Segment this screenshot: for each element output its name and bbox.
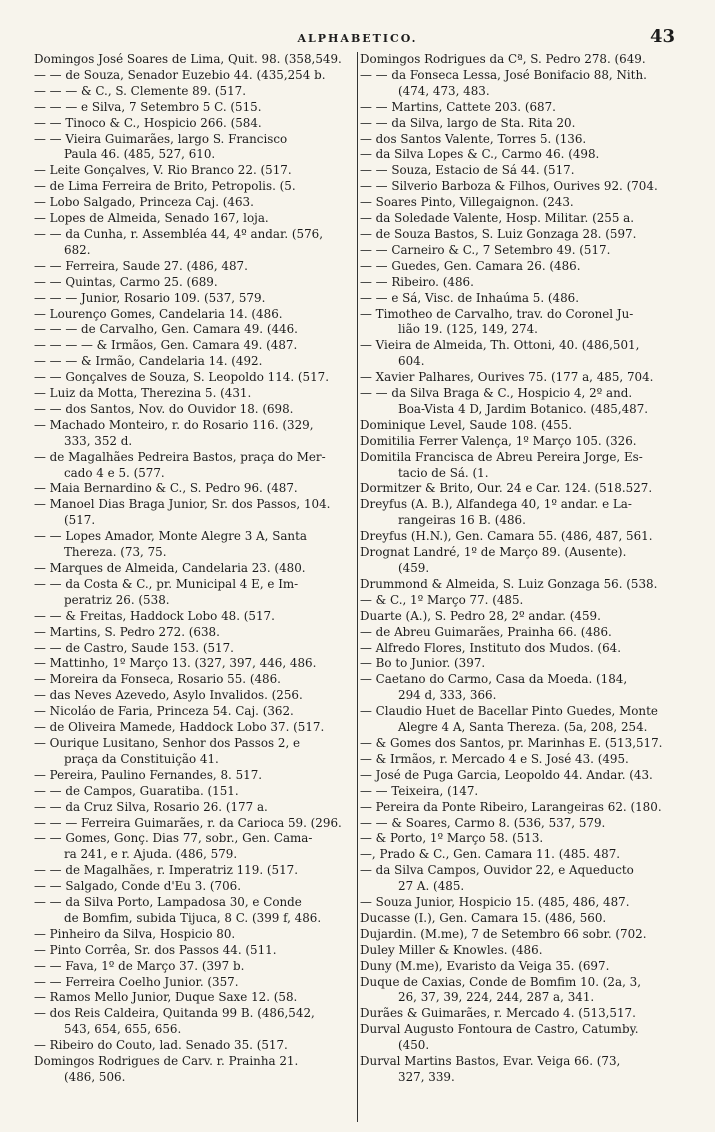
directory-entry-line: Dormitzer & Brito, Our. 24 e Car. 124. (518.527.: [360, 481, 653, 496]
entry-continuation-line: 26, 37, 39, 224, 244, 287 a, 341.: [398, 990, 595, 1005]
directory-entry-line: — Soares Pinto, Villegaignon. (243.: [360, 195, 574, 210]
directory-entry-line: Dreyfus (H.N.), Gen. Camara 55. (486, 487, 561.: [360, 529, 653, 544]
directory-entry-line: — — — e Silva, 7 Setembro 5 C. (515.: [34, 99, 262, 114]
directory-entry-line: — Nicoláo de Faria, Princeza 54. Caj. (362.: [34, 704, 294, 719]
directory-entry-line: — da Silva Lopes & C., Carmo 46. (498.: [360, 147, 600, 162]
directory-entry-line: — — Quintas, Carmo 25. (689.: [34, 274, 218, 289]
directory-entry-line: Domingos José Soares de Lima, Quit. 98. (358,549.: [34, 52, 342, 66]
directory-entry-line: — — Souza, Estacio de Sá 44. (517.: [360, 163, 575, 178]
page-header: [0, 26, 715, 50]
right-column: [360, 52, 700, 1122]
directory-entry-line: — José de Puga Garcia, Leopoldo 44. Andar. (43.: [360, 767, 653, 782]
directory-entry-line: — dos Santos Valente, Torres 5. (136.: [360, 131, 587, 146]
entry-continuation-line: 294 d, 333, 366.: [398, 688, 497, 703]
directory-entry-line: — Martins, S. Pedro 272. (638.: [34, 624, 220, 639]
directory-entry-line: — Pinto Corrêa, Sr. dos Passos 44. (511.: [34, 942, 277, 957]
entry-continuation-line: ra 241, e r. Ajuda. (486, 579.: [64, 847, 238, 862]
entry-continuation-line: (450.: [398, 1038, 430, 1053]
entry-continuation-line: peratriz 26. (538.: [64, 592, 170, 607]
directory-entry-line: — & Porto, 1º Março 58. (513.: [360, 831, 544, 846]
directory-entry-line: — — da Costa & C., pr. Municipal 4 E, e Im-: [34, 576, 299, 591]
entry-continuation-line: tacio de Sá. (1.: [398, 465, 489, 480]
entry-continuation-line: cado 4 e 5. (577.: [64, 465, 165, 480]
directory-entry-line: Ducasse (I.), Gen. Camara 15. (486, 560.: [360, 910, 607, 925]
entry-continuation-line: Alegre 4 A, Santa Thereza. (5a, 208, 254.: [398, 720, 648, 735]
directory-entry-line: Duny (M.me), Evaristo da Veiga 35. (697.: [360, 958, 610, 973]
directory-entry-line: — Ourique Lusitano, Senhor dos Passos 2, e: [34, 735, 301, 750]
entry-continuation-line: 682.: [64, 242, 91, 257]
left-column: [34, 52, 356, 1122]
directory-entry-line: — & C., 1º Março 77. (485.: [360, 592, 524, 607]
directory-entry-line: — — dos Santos, Nov. do Ouvidor 18. (698.: [34, 401, 294, 416]
directory-entry-line: — — Vieira Guimarães, largo S. Francisco: [34, 131, 288, 146]
entry-continuation-line: Thereza. (73, 75.: [64, 545, 167, 560]
directory-entry-line: — de Oliveira Mamede, Haddock Lobo 37. (517.: [34, 720, 325, 735]
directory-entry-line: — Pereira da Ponte Ribeiro, Larangeiras 62. (180.: [360, 799, 662, 814]
directory-entry-line: — Vieira de Almeida, Th. Ottoni, 40. (486,501,: [360, 338, 640, 353]
directory-entry-line: — — de Campos, Guaratiba. (151.: [34, 783, 239, 798]
directory-entry-line: — Alfredo Flores, Instituto dos Mudos. (64.: [360, 640, 621, 655]
directory-entry-line: — — — — & Irmãos, Gen. Camara 49. (487.: [34, 338, 298, 353]
directory-entry-line: — — Ferreira Coelho Junior. (357.: [34, 974, 239, 989]
directory-entry-line: — Pinheiro da Silva, Hospicio 80.: [34, 926, 236, 941]
directory-entry-line: — — da Fonseca Lessa, José Bonifacio 88, Nith.: [360, 67, 647, 82]
directory-entry-line: Domitilia Ferrer Valença, 1º Março 105. (326.: [360, 433, 637, 448]
page-number: 43: [649, 26, 675, 47]
directory-entry-line: Durval Martins Bastos, Evar. Veiga 66. (73,: [360, 1054, 621, 1069]
directory-entry-line: — — Teixeira, (147.: [360, 783, 479, 798]
directory-entry-line: — de Souza Bastos, S. Luiz Gonzaga 28. (597.: [360, 226, 637, 241]
directory-entry-line: — de Abreu Guimarães, Prainha 66. (486.: [360, 624, 612, 639]
directory-entry-line: — Ribeiro do Couto, lad. Senado 35. (517.: [34, 1038, 288, 1053]
directory-entry-line: — — da Cruz Silva, Rosario 26. (177 a.: [34, 799, 268, 814]
directory-entry-line: — Luiz da Motta, Therezina 5. (431.: [34, 386, 252, 401]
directory-entry-line: — — da Silva Porto, Lampadosa 30, e Conde: [34, 895, 302, 910]
directory-entry-line: Dujardin. (M.me), 7 de Setembro 66 sobr. (702.: [360, 926, 647, 941]
directory-entry-line: Duley Miller & Knowles. (486.: [360, 942, 543, 957]
directory-entry-line: — — da Cunha, r. Assembléa 44, 4º andar. (576,: [34, 226, 324, 241]
directory-entry-line: Durval Augusto Fontoura de Castro, Catumby.: [360, 1022, 639, 1037]
entry-continuation-line: Paula 46. (485, 527, 610.: [64, 147, 216, 162]
entry-continuation-line: (474, 473, 483.: [398, 83, 490, 98]
directory-entry-line: — Pereira, Paulino Fernandes, 8. 517.: [34, 767, 263, 782]
directory-entry-line: — — da Silva Braga & C., Hospicio 4, 2º and.: [360, 386, 633, 401]
directory-entry-line: — Mattinho, 1º Março 13. (327, 397, 446, 486.: [34, 656, 317, 671]
directory-entry-line: — Souza Junior, Hospicio 15. (485, 486, 487.: [360, 895, 630, 910]
directory-entry-line: Dominique Level, Saude 108. (455.: [360, 417, 573, 432]
directory-entry-line: — — Salgado, Conde d'Eu 3. (706.: [34, 879, 241, 894]
entry-continuation-line: Boa-Vista 4 D, Jardim Botanico. (485,487.: [398, 401, 649, 416]
directory-entry-line: — Claudio Huet de Bacellar Pinto Guedes, Monte: [360, 704, 658, 719]
directory-entry-line: — Maia Bernardino & C., S. Pedro 96. (487.: [34, 481, 298, 496]
entry-continuation-line: 327, 339.: [398, 1070, 455, 1084]
entry-continuation-line: (517.: [64, 513, 96, 528]
directory-entry-line: — Machado Monteiro, r. do Rosario 116. (329,: [34, 417, 314, 432]
directory-entry-line: — — Guedes, Gen. Camara 26. (486.: [360, 258, 581, 273]
directory-entry-line: — — — & Irmão, Candelaria 14. (492.: [34, 354, 263, 369]
running-title: ALPHABETICO.: [297, 32, 418, 45]
directory-entry-line: Drummond & Almeida, S. Luiz Gonzaga 56. (538.: [360, 576, 658, 591]
directory-entry-line: — — Ribeiro. (486.: [360, 274, 474, 289]
directory-entry-line: — — & Freitas, Haddock Lobo 48. (517.: [34, 608, 275, 623]
directory-entry-line: — Lopes de Almeida, Senado 167, loja.: [34, 211, 269, 226]
directory-entry-line: — — Gomes, Gonç. Dias 77, sobr., Gen. Cama-: [34, 831, 313, 846]
directory-entry-line: — — Martins, Cattete 203. (687.: [360, 99, 556, 114]
directory-entry-line: Duarte (A.), S. Pedro 28, 2º andar. (459.: [360, 608, 601, 623]
directory-entry-line: —, Prado & C., Gen. Camara 11. (485. 487.: [360, 847, 621, 862]
directory-entry-line: — — Silverio Barboza & Filhos, Ourives 92. (704.: [360, 179, 658, 194]
directory-entry-line: — — Carneiro & C., 7 Setembro 49. (517.: [360, 242, 611, 257]
directory-entry-line: — & Irmãos, r. Mercado 4 e S. José 43. (495.: [360, 751, 629, 766]
entry-continuation-line: 543, 654, 655, 656.: [64, 1022, 182, 1037]
entry-continuation-line: de Bomfim, subida Tijuca, 8 C. (399 f, 486.: [64, 910, 322, 925]
directory-entry-line: — — — & C., S. Clemente 89. (517.: [34, 83, 246, 98]
entry-continuation-line: 333, 352 d.: [64, 433, 133, 448]
directory-entry-line: Domitila Francisca de Abreu Pereira Jorge, Es-: [360, 449, 643, 464]
entry-continuation-line: (459.: [398, 561, 430, 575]
directory-entry-line: Duque de Caxias, Conde de Bomfim 10. (2a, 3,: [360, 974, 641, 989]
directory-entry-line: — dos Reis Caldeira, Quitanda 99 B. (486,542,: [34, 1006, 315, 1021]
directory-entry-line: — & Gomes dos Santos, pr. Marinhas E. (513,517.: [360, 735, 663, 750]
entry-continuation-line: lião 19. (125, 149, 274.: [398, 322, 538, 337]
directory-entry-line: — Lourenço Gomes, Candelaria 14. (486.: [34, 306, 283, 321]
entry-continuation-line: (486, 506.: [64, 1070, 126, 1084]
directory-entry-line: — Lobo Salgado, Princeza Caj. (463.: [34, 195, 254, 210]
directory-entry-line: — — de Souza, Senador Euzebio 44. (435,254 b.: [34, 67, 326, 82]
directory-entry-line: — Caetano do Carmo, Casa da Moeda. (184,: [360, 672, 628, 687]
directory-entry-line: — — Lopes Amador, Monte Alegre 3 A, Santa: [34, 529, 307, 544]
directory-entry-line: — — Ferreira, Saude 27. (486, 487.: [34, 258, 248, 273]
entry-continuation-line: 27 A. (485.: [398, 879, 465, 894]
directory-entry-line: — Manoel Dias Braga Junior, Sr. dos Passos, 104.: [34, 497, 331, 512]
directory-entry-line: — — Tinoco & C., Hospicio 266. (584.: [34, 115, 262, 130]
directory-entry-line: — — — de Carvalho, Gen. Camara 49. (446.: [34, 322, 298, 337]
directory-entry-line: — — e Sá, Visc. de Inhaúma 5. (486.: [360, 290, 580, 305]
directory-entry-line: — Xavier Palhares, Ourives 75. (177 a, 485, 704.: [360, 370, 654, 385]
column-divider: [357, 52, 358, 1122]
directory-entry-line: — Marques de Almeida, Candelaria 23. (480.: [34, 561, 306, 575]
directory-entry-line: — — Gonçalves de Souza, S. Leopoldo 114. (517.: [34, 370, 330, 385]
entry-continuation-line: rangeiras 16 B. (486.: [398, 513, 526, 528]
directory-entry-line: — — de Castro, Saude 153. (517.: [34, 640, 234, 655]
entry-continuation-line: 604.: [398, 354, 425, 369]
directory-entry-line: — — de Magalhães, r. Imperatriz 119. (517.: [34, 863, 298, 878]
directory-entry-line: Dreyfus (A. B.), Alfandega 40, 1º andar. e La-: [360, 497, 632, 512]
directory-entry-line: Domingos Rodrigues de Carv. r. Prainha 21.: [34, 1054, 299, 1069]
directory-entry-line: — da Silva Campos, Ouvidor 22, e Aqueducto: [360, 863, 634, 878]
directory-entry-line: — de Lima Ferreira de Brito, Petropolis. (5.: [34, 179, 296, 194]
directory-entry-line: — — & Soares, Carmo 8. (536, 537, 579.: [360, 815, 606, 830]
directory-entry-line: — — Fava, 1º de Março 37. (397 b.: [34, 958, 245, 973]
directory-entry-line: — de Magalhães Pedreira Bastos, praça do Mer-: [34, 449, 326, 464]
directory-entry-line: Domingos Rodrigues da Cª, S. Pedro 278. (649.: [360, 52, 646, 66]
directory-entry-line: Durães & Guimarães, r. Mercado 4. (513,517.: [360, 1006, 636, 1021]
directory-entry-line: — Leite Gonçalves, V. Rio Branco 22. (517.: [34, 163, 292, 178]
directory-entry-line: Drognat Landré, 1º de Março 89. (Ausente).: [360, 545, 627, 560]
entry-continuation-line: praça da Constituição 41.: [64, 751, 219, 766]
directory-entry-line: — — — Junior, Rosario 109. (537, 579.: [34, 290, 266, 305]
directory-entry-line: — — — Ferreira Guimarães, r. da Carioca 59. (296.: [34, 815, 342, 830]
directory-entry-line: — da Soledade Valente, Hosp. Militar. (255 a.: [360, 211, 635, 226]
directory-entry-line: — das Neves Azevedo, Asylo Invalidos. (256.: [34, 688, 303, 703]
directory-entry-line: — — da Silva, largo de Sta. Rita 20.: [360, 115, 576, 130]
directory-entry-line: — Timotheo de Carvalho, trav. do Coronel Ju-: [360, 306, 634, 321]
directory-entry-line: — Moreira da Fonseca, Rosario 55. (486.: [34, 672, 281, 687]
directory-entry-line: — Ramos Mello Junior, Duque Saxe 12. (58.: [34, 990, 298, 1005]
directory-entry-line: — Bo to Junior. (397.: [360, 656, 486, 671]
